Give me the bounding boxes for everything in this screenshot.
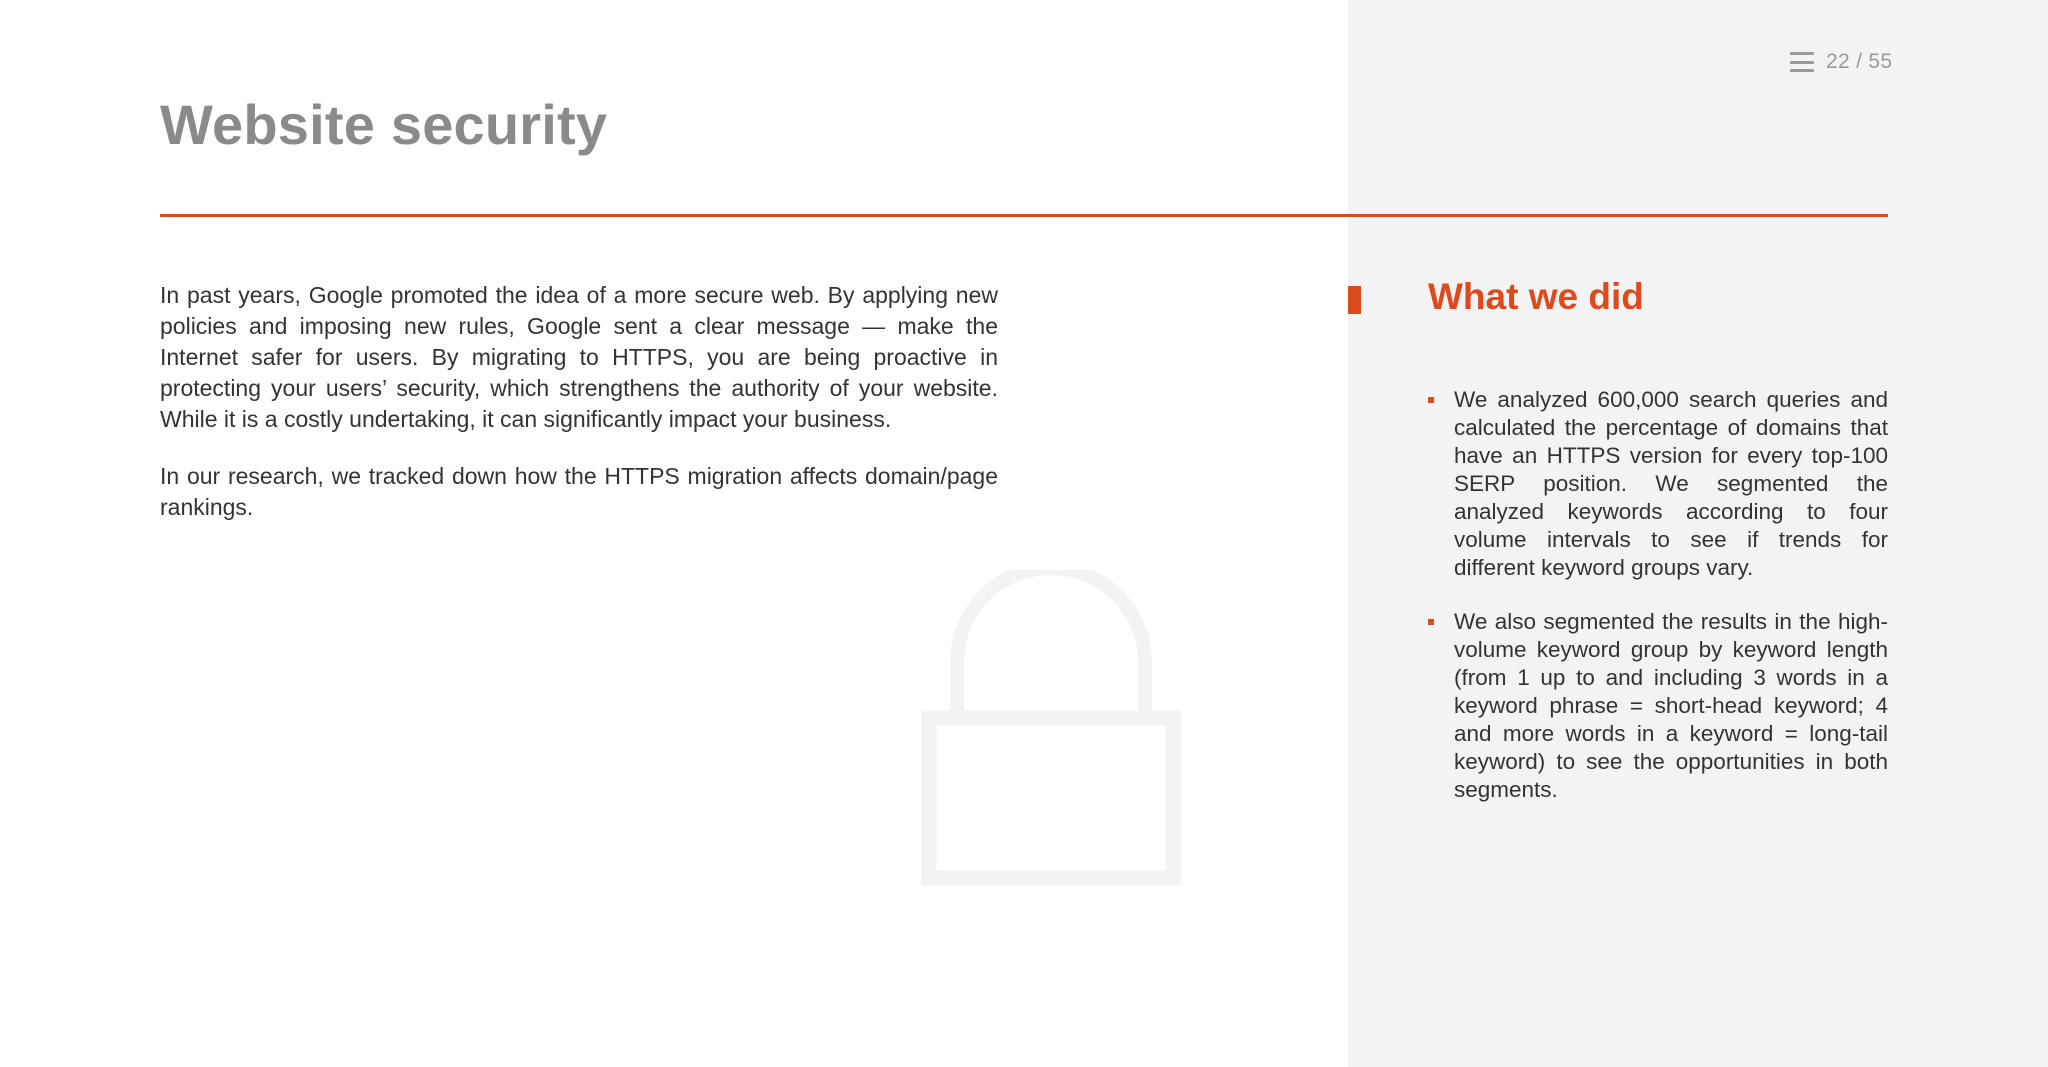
list-item-text: We analyzed 600,000 search queries and calculated the percentage of domains that have an HTTPS version for every top-100 SERP position. We segmented the analyzed keywords according to four volume intervals to see if trends for different keyword groups vary. (1454, 387, 1888, 580)
page-title: Website security (160, 93, 608, 156)
page-counter: 22 / 55 (1826, 50, 1893, 73)
square-bullet-icon (1428, 619, 1434, 625)
slide-navigation[interactable] (1790, 50, 1892, 74)
square-bullet-icon (1428, 397, 1434, 403)
list-item (1428, 386, 1888, 582)
intro-text (160, 280, 998, 549)
what-we-did-list (1428, 386, 1888, 830)
intro-paragraph: In our research, we tracked down how the HTTPS migration affects domain/page rankings. (160, 463, 998, 520)
list-item-text: We also segmented the results in the high-volume keyword group by keyword length (from 1 up to and including 3 words in a keyword phrase = short-head keyword; 4 and more words in a keyword = long-tail keyword) to see the opportunities in both segments. (1454, 609, 1888, 802)
intro-paragraph: In past years, Google promoted the idea of a more secure web. By applying new policies and imposing new rules, Google sent a clear message — make the Internet safer for users. By migrating to HTTPS, you are being proactive in protecting your users’ security, which strengthens the authority of your website. While it is a costly undertaking, it can significantly impact your business. (160, 282, 998, 432)
hamburger-menu-icon[interactable] (1790, 52, 1814, 72)
section-heading: What we did (1428, 276, 1644, 317)
section-marker (1348, 286, 1361, 314)
title-divider (160, 214, 1888, 217)
list-item (1428, 608, 1888, 804)
lock-icon (921, 570, 1181, 886)
